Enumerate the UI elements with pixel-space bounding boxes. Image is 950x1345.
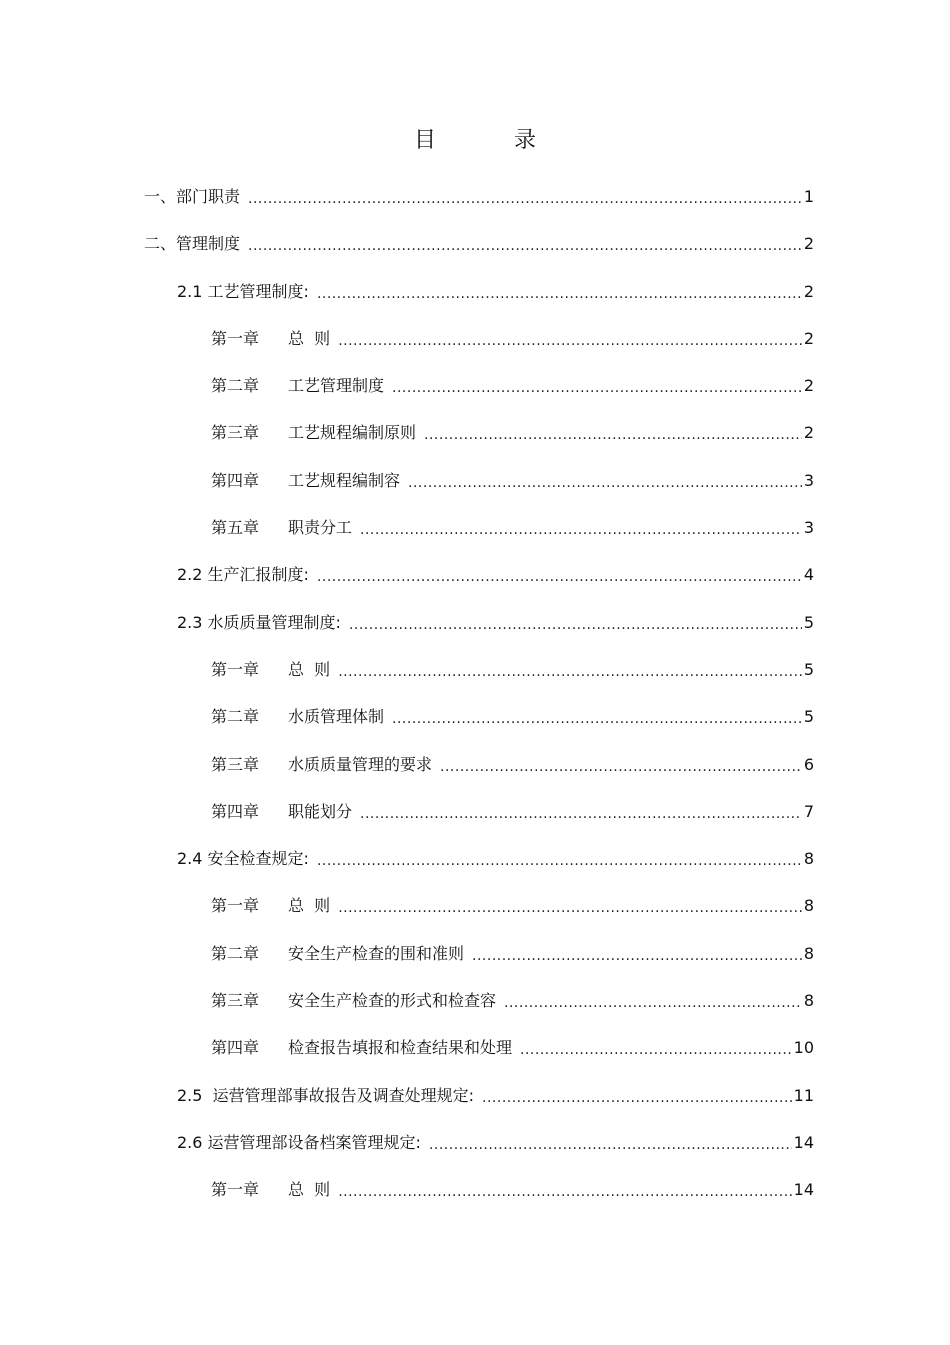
toc-entry-text: 检查报告填报和检查结果和处理 <box>288 1038 513 1058</box>
toc-entry-label <box>211 659 330 681</box>
toc-entry-line <box>177 564 950 586</box>
toc-entry-text: 2.1 工艺管理制度: <box>177 281 309 301</box>
toc-dot-leader <box>338 332 802 350</box>
toc-page-number: 7 <box>803 801 814 821</box>
toc-entry[interactable] <box>0 375 950 422</box>
toc-entry-line <box>177 1085 950 1107</box>
toc-chapter-number: 第二章 <box>211 376 260 396</box>
toc-entry-line <box>211 943 950 965</box>
toc-title: 目 录 <box>413 128 564 153</box>
toc-entry-label <box>211 706 384 728</box>
toc-page-number: 3 <box>803 470 814 490</box>
toc-chapter-number: 第二章 <box>211 943 260 963</box>
toc-page-number: 2 <box>803 281 814 301</box>
toc-entry-line <box>211 1179 950 1201</box>
toc-entry-label <box>211 990 496 1012</box>
toc-entry-text: 总 则 <box>288 328 331 348</box>
toc-entry-line <box>177 848 950 870</box>
toc-dot-leader <box>472 947 802 965</box>
toc-entry-line <box>211 1037 950 1059</box>
toc-entry-line <box>211 659 950 681</box>
toc-entry-line <box>211 328 950 350</box>
toc-entry[interactable] <box>0 470 950 517</box>
toc-entry-text: 二、管理制度 <box>144 234 241 254</box>
toc-dot-leader <box>424 426 802 444</box>
toc-entry[interactable] <box>0 564 950 611</box>
toc-entry[interactable] <box>0 422 950 469</box>
toc-chapter-number: 第五章 <box>211 518 260 538</box>
toc-page-number: 11 <box>793 1085 814 1105</box>
toc-entry-label <box>211 328 330 350</box>
toc-entry-line <box>211 990 950 1012</box>
toc-page-number: 5 <box>803 659 814 679</box>
toc-entry-text: 安全生产检查的围和准则 <box>288 943 465 963</box>
toc-entry-line <box>211 422 950 444</box>
toc-dot-leader <box>338 663 802 681</box>
toc-entry[interactable] <box>0 706 950 753</box>
toc-entry-text: 水质质量管理的要求 <box>288 754 433 774</box>
toc-entry-label <box>144 186 240 208</box>
toc-entry-label <box>211 470 400 492</box>
toc-entry-label <box>211 1179 330 1201</box>
toc-entry[interactable] <box>0 233 950 280</box>
toc-entry-text: 2.5 运营管理部事故报告及调查处理规定: <box>177 1085 475 1105</box>
toc-page-number: 5 <box>803 707 814 727</box>
toc-chapter-number: 第一章 <box>211 896 260 916</box>
toc-page-number: 2 <box>803 234 814 254</box>
toc-dot-leader <box>482 1089 792 1107</box>
toc-dot-leader <box>317 568 802 586</box>
toc-entry-text: 工艺规程编制原则 <box>288 423 417 443</box>
toc-entry-text: 总 则 <box>288 659 331 679</box>
toc-page-number: 6 <box>803 754 814 774</box>
toc-chapter-number: 第一章 <box>211 659 260 679</box>
toc-entry[interactable] <box>0 754 950 801</box>
toc-entry-text: 总 则 <box>288 896 331 916</box>
toc-entry[interactable] <box>0 659 950 706</box>
toc-entry[interactable] <box>0 1179 950 1226</box>
toc-dot-leader <box>504 994 802 1012</box>
toc-dot-leader <box>440 758 802 776</box>
toc-page-number: 1 <box>803 187 814 206</box>
toc-page-number: 4 <box>803 565 814 585</box>
toc-entry-label <box>177 564 309 586</box>
toc-dot-leader <box>248 190 802 208</box>
toc-dot-leader <box>338 899 802 917</box>
toc-entry[interactable] <box>0 281 950 328</box>
toc-entry-line <box>211 470 950 492</box>
toc-chapter-number: 第三章 <box>211 991 260 1011</box>
toc-entry-text: 职责分工 <box>288 518 353 538</box>
toc-entry[interactable] <box>0 612 950 659</box>
toc-dot-leader <box>360 521 802 539</box>
toc-entry-label <box>211 801 352 823</box>
toc-dot-leader <box>349 616 802 634</box>
toc-entry[interactable] <box>0 517 950 564</box>
toc-page-number: 2 <box>803 328 814 348</box>
toc-entry-text: 安全生产检查的形式和检查容 <box>288 991 497 1011</box>
toc-dot-leader <box>317 852 802 870</box>
toc-page-number: 8 <box>803 943 814 963</box>
toc-page-number: 14 <box>793 1132 814 1152</box>
toc-entry[interactable] <box>0 1085 950 1132</box>
toc-list <box>0 186 950 1227</box>
toc-entry[interactable] <box>0 186 950 233</box>
toc-entry[interactable] <box>0 848 950 895</box>
toc-entry-label <box>177 1085 474 1107</box>
toc-dot-leader <box>360 805 802 823</box>
toc-entry-label <box>211 943 464 965</box>
toc-entry-line <box>177 281 950 303</box>
toc-chapter-number: 第三章 <box>211 754 260 774</box>
toc-entry-line <box>211 895 950 917</box>
toc-page-number: 14 <box>793 1180 814 1200</box>
toc-entry-text: 2.6 运营管理部设备档案管理规定: <box>177 1132 421 1152</box>
toc-chapter-number: 第三章 <box>211 423 260 443</box>
toc-entry-text: 职能划分 <box>288 801 353 821</box>
toc-entry-label <box>144 233 240 255</box>
toc-entry[interactable] <box>0 1132 950 1179</box>
toc-dot-leader <box>520 1041 792 1059</box>
toc-page-number: 8 <box>803 849 814 869</box>
toc-entry-text: 一、部门职责 <box>144 187 241 206</box>
toc-entry-label <box>211 895 330 917</box>
toc-page-number: 8 <box>803 896 814 916</box>
toc-entry-text: 2.2 生产汇报制度: <box>177 565 309 585</box>
toc-entry[interactable] <box>0 1037 950 1084</box>
toc-chapter-number: 第一章 <box>211 328 260 348</box>
toc-dot-leader <box>392 379 802 397</box>
toc-chapter-number: 第一章 <box>211 1180 260 1200</box>
toc-chapter-number: 第四章 <box>211 1038 260 1058</box>
toc-entry-label <box>211 422 416 444</box>
toc-entry-line <box>144 186 950 208</box>
toc-entry-text: 2.3 水质质量管理制度: <box>177 612 341 632</box>
toc-chapter-number: 第四章 <box>211 801 260 821</box>
toc-page-number: 10 <box>793 1038 814 1058</box>
toc-chapter-number: 第四章 <box>211 470 260 490</box>
toc-entry-text: 工艺管理制度 <box>288 376 385 396</box>
toc-page-number: 2 <box>803 376 814 396</box>
toc-entry-line <box>211 801 950 823</box>
toc-entry-label <box>177 281 309 303</box>
toc-entry-label <box>211 517 352 539</box>
toc-entry-line <box>144 233 950 255</box>
toc-page-number: 3 <box>803 518 814 538</box>
toc-page-number: 2 <box>803 423 814 443</box>
toc-entry-line <box>211 754 950 776</box>
toc-entry-text: 2.4 安全检查规定: <box>177 849 309 869</box>
toc-dot-leader <box>338 1183 791 1201</box>
toc-entry-label <box>177 612 341 634</box>
toc-entry-label <box>211 375 384 397</box>
toc-dot-leader <box>317 285 802 303</box>
toc-dot-leader <box>248 237 802 255</box>
toc-entry-label <box>211 754 432 776</box>
toc-entry[interactable] <box>0 895 950 942</box>
toc-entry[interactable] <box>0 943 950 990</box>
toc-entry[interactable] <box>0 990 950 1037</box>
toc-chapter-number: 第二章 <box>211 707 260 727</box>
toc-entry-line <box>211 375 950 397</box>
toc-entry-text: 总 则 <box>288 1180 331 1200</box>
toc-entry-line <box>211 706 950 728</box>
toc-entry-label <box>177 848 309 870</box>
toc-entry-line <box>177 612 950 634</box>
toc-entry-label <box>177 1132 421 1154</box>
toc-entry-text: 水质管理体制 <box>288 707 385 727</box>
toc-entry[interactable] <box>0 328 950 375</box>
toc-page-number: 8 <box>803 991 814 1011</box>
toc-entry-text: 工艺规程编制容 <box>288 470 401 490</box>
toc-page-number: 5 <box>803 612 814 632</box>
toc-dot-leader <box>392 710 802 728</box>
toc-entry-line <box>211 517 950 539</box>
toc-entry[interactable] <box>0 801 950 848</box>
toc-dot-leader <box>429 1136 792 1154</box>
toc-entry-line <box>177 1132 950 1154</box>
toc-entry-label <box>211 1037 512 1059</box>
toc-dot-leader <box>408 474 802 492</box>
